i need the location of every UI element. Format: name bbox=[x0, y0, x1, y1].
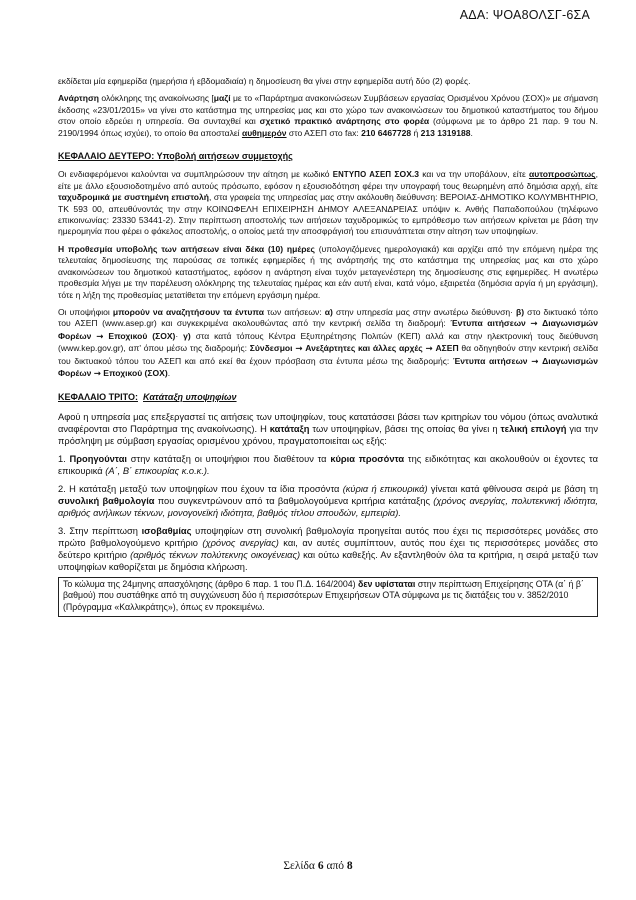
intro-paragraph-2: Ανάρτηση ολόκληρης της ανακοίνωσης [μαζί με το «Παράρτημα ανακοινώσεων Συμβάσεων εργασίας Ορισμένου Χρόνου (ΣΟΧ)» με σήμανση έκδοσης «23/01/2015» να γίνει στο κατάστημα της υπηρεσίας μας και στο χώρο των ανακοινώσεων του δημοτικού καταστήματος του δήμου στον οποίο εδρεύει η υπηρεσία. Θα συνταχθεί και σχετικό πρακτικό ανάρτησης στο φορέα (σύμφωνα με το άρθρο 21 παρ. 9 του Ν. 2190/1994 όπως ισχύει), το οποίο θα αποσταλεί αυθημερόν στο ΑΣΕΠ στο fax: 210 6467728 ή 213 1319188. bbox=[58, 93, 599, 138]
page-footer: Σελίδα 6 από 8 bbox=[283, 860, 353, 872]
arrow-icon: → bbox=[295, 344, 303, 355]
chapter-3-item-3: 3. Στην περίπτωση ισοβαθμίας υποψηφίων στη συνολική βαθμολογία προηγείται αυτός που έχει τις περισσότερες μονάδες στο πρώτο βαθμολογούμενο κριτήριο (χρόνος ανεργίας) και, αν αυτές συμπίπτουν, αυτός που έχει τις περισσότερες μονάδες στο δεύτερο κριτήριο (αριθμός τέκνων πολύτεκνης οικογένειας) και ούτω καθεξής. Αν εξαντληθούν όλα τα κριτήρια, η σειρά μεταξύ των υποψηφίων καθορίζεται με δημόσια κλήρωση. bbox=[58, 525, 598, 572]
arrow-icon: → bbox=[425, 344, 433, 355]
chapter-2-paragraph-3: Οι υποψήφιοι μπορούν να αναζητήσουν τα έντυπα των αιτήσεων: α) στην υπηρεσία μας στην ανωτέρω διεύθυνση· β) στο δικτυακό τόπο του ΑΣΕΠ (www.asep.gr) και συγκεκριμένα ακολουθώντας από την κεντρική σελίδα τη διαδρομή: Έντυπα αιτήσεων → Διαγωνισμών Φορέων → Εποχικού (ΣΟΧ)· γ) στα κατά τόπους Κέντρα Εξυπηρέτησης Πολιτών (ΚΕΠ) αλλά και στην ηλεκτρονική τους διεύθυνση (www.kep.gov.gr), απ' όπου μέσω της διαδρομής: Σύνδεσμοι → Ανεξάρτητες και άλλες αρχές → ΑΣΕΠ θα οδηγηθούν στην κεντρική σελίδα του δικτυακού τόπου του ΑΣΕΠ και από εκεί θα έχουν πρόσβαση στα έντυπα μέσω της διαδρομής: Έντυπα αιτήσεων → Διαγωνισμών Φορέων → Εποχικού (ΣΟΧ). bbox=[58, 306, 599, 379]
chapter-2-paragraph-1: Οι ενδιαφερόμενοι καλούνται να συμπληρώσουν την αίτηση με κωδικό ΕΝΤΥΠΟ ΑΣΕΠ ΣΟΧ.3 και να την υποβάλουν, είτε αυτοπροσώπως, είτε με άλλο εξουσιοδοτημένο από αυτούς πρόσωπο, εφόσον η εξουσιοδότηση φέρει την υπογραφή τους θεωρημένη από δημόσια αρχή, είτε ταχυδρομικά με συστημένη επιστολή, στα γραφεία της υπηρεσίας μας στην ακόλουθη διεύθυνση: ΒΕΡΟΙΑΣ-ΔΗΜΟΤΙΚΟ ΚΟΛΥΜΒΗΤΗΡΙΟ, ΤΚ 593 00, απευθύνοντάς την στην ΚΟΙΝΩΦΕΛΗ ΕΠΙΧΕΙΡΗΣΗ ΔΗΜΟΥ ΑΛΕΞΑΝΔΡΕΙΑΣ υπόψιν κ. Ανθής Παπαδοπούλου (τηλέφωνο επικοινωνίας: 23330 53441-2). Στην περίπτωση αποστολής των αιτήσεων ταχυδρομικώς το εμπρόθεσμο των αιτήσεων κρίνεται με βάση την ημερομηνία που φέρει ο φάκελος αποστολής, ο οποίος μετά την αποσφράγισή του επισυνάπτεται στην αίτηση των υποψηφίων. bbox=[58, 169, 598, 237]
intro-paragraph-1: εκδίδεται μία εφημερίδα (ημερήσια ή εβδομαδιαία) η δημοσίευση θα γίνει στην εφημερίδα αυτή δύο (2) φορές. bbox=[58, 76, 471, 86]
ada-code: ΑΔΑ: ΨΟΑ8ΟΛΣΓ-6ΣΑ bbox=[459, 8, 590, 22]
chapter-2-paragraph-2: Η προθεσμία υποβολής των αιτήσεων είναι δέκα (10) ημέρες (υπολογιζόμενες ημερολογιακά) και αρχίζει από την επόμενη ημέρα της τελευταίας δημοσίευσης της παρούσας σε τοπικές εφημερίδες ή της ανάρτησής της στο κατάστημα της υπηρεσίας μας και στο χώρο ανακοινώσεων του δημοτικού καταστήματος, εφόσον η ανάρτηση είναι τυχόν μεταγενέστερη της δημοσίευσης στις εφημερίδες. Η ανωτέρω προθεσμία λήγει με την παρέλευση ολόκληρης της τελευταίας ημέρας και εάν αυτή είναι, κατά νόμο, εξαιρετέα (δημόσια αργία ή μη εργάσιμη), τότε η λήξη της προθεσμίας μετατίθεται την επόμενη εργάσιμη ημέρα. bbox=[58, 243, 598, 300]
chapter-3-item-2: 2. Η κατάταξη μεταξύ των υποψηφίων που έχουν τα ίδια προσόντα (κύρια ή επικουρικά) γίνεται κατά φθίνουσα σειρά με βάση τη συνολική βαθμολογία που συγκεντρώνουν από τα βαθμολογούμενα κριτήρια κατάταξης (χρόνος ανεργίας, πολυτεκνική ιδιότητα, αριθμός ανήλικων τέκνων, μονογονεϊκή ιδιότητα, βαθμός τίτλου σπουδών, εμπειρία). bbox=[58, 483, 598, 518]
chapter-3-heading: ΚΕΦΑΛΑΙΟ ΤΡΙΤΟ: Κατάταξη υποψηφίων bbox=[58, 392, 237, 403]
arrow-icon: → bbox=[531, 356, 539, 367]
document-body bbox=[58, 76, 598, 617]
total-pages: 8 bbox=[346, 860, 353, 872]
current-page: 6 bbox=[317, 860, 324, 872]
chapter-2-heading: ΚΕΦΑΛΑΙΟ ΔΕΥΤΕΡΟ: Υποβολή αιτήσεων συμμετοχής bbox=[58, 151, 293, 162]
chapter-3-item-1: 1. Προηγούνται στην κατάταξη οι υποψήφιοι που διαθέτουν τα κύρια προσόντα της ειδικότητας και ακολουθούν οι έχοντες τα επικουρικά (Α΄, Β΄ επικουρίας κ.ο.κ.). bbox=[58, 453, 598, 476]
notice-box: Το κώλυμα της 24μηνης απασχόλησης (άρθρο 6 παρ. 1 του Π.Δ. 164/2004) δεν υφίσταται στην περίπτωση Επιχείρησης ΟΤΑ (α΄ ή β΄ βαθμού) που συστάθηκε από τη συγχώνευση δύο ή περισσότερων Επιχειρήσεων ΟΤΑ σύμφωνα με τις διατάξεις του ν. 3852/2010 (Πρόγραμμα «Καλλικράτης»), όπως εν προκειμένω. bbox=[58, 577, 598, 617]
arrow-icon: → bbox=[530, 319, 538, 330]
arrow-icon: → bbox=[93, 368, 101, 379]
arrow-icon: → bbox=[96, 331, 104, 342]
chapter-3-paragraph-1: Αφού η υπηρεσία μας επεξεργαστεί τις αιτήσεις των υποψηφίων, τους κατατάσσει βάσει των κριτηρίων του νόμου (όπως αναλυτικά αναφέρονται στο Παράρτημα της ανακοίνωσης). Η κατάταξη των υποψηφίων, βάσει της οποίας θα γίνει η τελική επιλογή για την πρόσληψη με σύμβαση εργασίας ορισμένου χρόνου, πραγματοποιείται ως εξής: bbox=[58, 411, 598, 446]
